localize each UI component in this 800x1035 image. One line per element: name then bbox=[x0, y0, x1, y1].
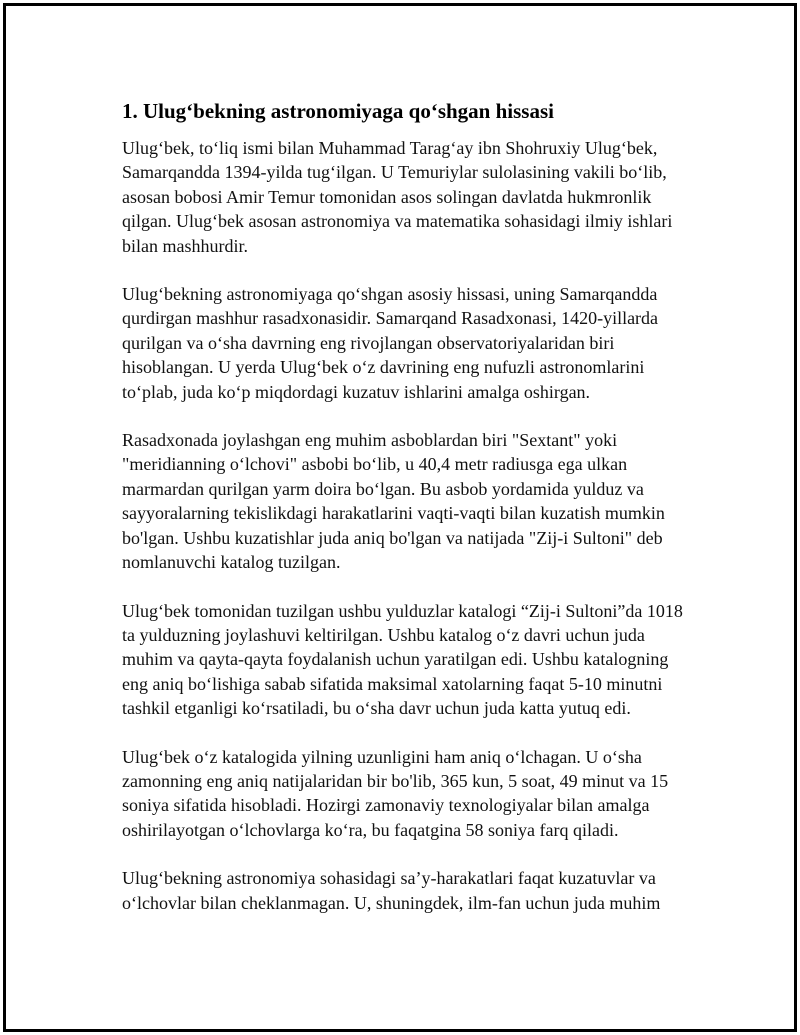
paragraph-sextant: Rasadxonada joylashgan eng muhim asboblardan biri "Sextant" yoki "meridianning o‘lchovi" asbobi bo‘lib, u 40,4 metr radiusga ega ulkan marmardan qurilgan yarm doira bo‘lgan. Bu asbob yordamida yulduz va sayyoralarning tekislikdagi harakatlarini vaqti-vaqti bilan kuzatish mumkin bo'lgan. Ushbu kuzatishlar juda aniq bo'lgan va natijada "Zij-i Sultoni" deb nomlanuvchi katalog tuzilgan. bbox=[122, 430, 665, 573]
paragraph-star-catalog: Ulug‘bek tomonidan tuzilgan ushbu yulduzlar katalogi “Zij-i Sultoni”da 1018 ta yulduzning joylashuvi keltirilgan. Ushbu katalog o‘z davri uchun juda muhim va qayta-qayta foydalanish uchun yaratilgan edi. Ushbu katalogning eng aniq bo‘lishiga sabab sifatida maksimal xatolarning faqat 5-10 minutni tashkil etganligi ko‘rsatiladi, bu o‘sha davr uchun juda katta yutuq edi. bbox=[122, 600, 683, 719]
document-page bbox=[3, 3, 797, 1032]
paragraph-further-contributions: Ulug‘bekning astronomiya sohasidagi sa’y-harakatlari faqat kuzatuvlar va o‘lchovlar bilan cheklanmagan. U, shuningdek, ilm-fan uchun juda muhim bbox=[122, 868, 661, 913]
paragraph-year-length: Ulug‘bek o‘z katalogida yilning uzunligini ham aniq o‘lchagan. U o‘sha zamonning eng aniq natijalaridan bir bo'lib, 365 kun, 5 soat, 49 minut va 15 soniya sifatida hisobladi. Hozirgi zamonaviy texnologiyalar bilan amalga oshirilayotgan o‘lchovlarga ko‘ra, bu faqatgina 58 soniya farq qiladi. bbox=[122, 746, 669, 840]
paragraph-biography: Ulug‘bek, to‘liq ismi bilan Muhammad Tarag‘ay ibn Shohruxiy Ulug‘bek, Samarqandda 1394-yilda tug‘ilgan. U Temuriylar sulolasining vakili bo‘lib, asosan bobosi Amir Temur tomonidan asos solingan davlatda hukmronlik qilgan. Ulug‘bek asosan astronomiya va matematika sohasidagi ilmiy ishlari bilan mashhurdir. bbox=[122, 138, 673, 256]
paragraph-observatory: Ulug‘bekning astronomiyaga qo‘shgan asosiy hissasi, uning Samarqandda qurdirgan mashhur rasadxonasidir. Samarqand Rasadxonasi, 1420-yillarda qurilgan va o‘sha davrning eng rivojlangan observatoriyalaridan biri hisoblangan. U yerda Ulug‘bek o‘z davrining eng nufuzli astronomlarini to‘plab, juda ko‘p miqdordagi kuzatuv ishlarini amalga oshirgan. bbox=[122, 284, 659, 402]
document-content bbox=[122, 98, 694, 939]
section-heading: 1. Ulug‘bekning astronomiyaga qo‘shgan hissasi bbox=[122, 99, 554, 123]
